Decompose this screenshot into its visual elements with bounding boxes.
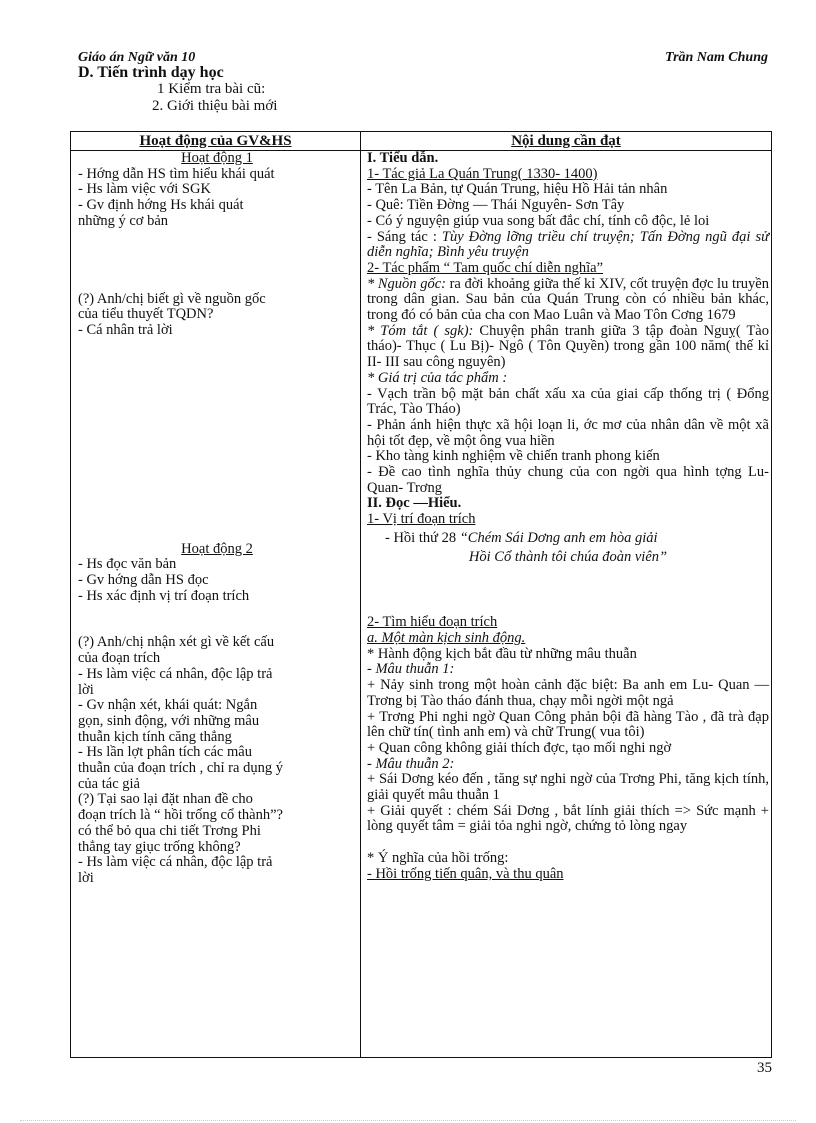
activity-line: - Gv hớng dẫn HS đọc: [78, 572, 209, 589]
subsection-work-title: 2- Tác phẩm “ Tam quốc chí diễn nghĩa”: [367, 259, 604, 276]
header-right: Trần Nam Chung: [665, 50, 768, 65]
label-conflict-1: - Mâu thuẫn 1:: [367, 661, 455, 678]
activity-line: - Hs làm việc với SGK: [78, 181, 211, 198]
content-text: - Hồi thứ 28: [385, 529, 460, 546]
section-2-title: II. Đọc —Hiểu.: [367, 495, 462, 512]
question-line: gọn, sinh động, với những mâu: [78, 712, 260, 729]
label-conflict-2: - Mâu thuẫn 2:: [367, 755, 455, 772]
content-line: [367, 277, 769, 324]
footer-dotted-line: [20, 1120, 796, 1121]
header-left: Giáo án Ngữ văn 10: [78, 50, 196, 65]
column-divider: [360, 132, 361, 1057]
question-line: - Hs lần lợt phân tích các mâu: [78, 744, 252, 761]
question-line: (?) Anh/chị nhận xét gì về kết cấu: [78, 634, 275, 651]
section-item-2: 2. Giới thiệu bài mới: [152, 98, 278, 114]
column-header-activities: Hoạt động của GV&HS: [139, 133, 292, 149]
question-line: của đoạn trích: [78, 650, 161, 667]
content-text: Chuyện phân tranh giữa 3 tập đoàn Nguỵ( Tào tháo)- Thục ( Lu Bị)- Ngô ( Tôn Quyền) trong gần 100 năm( thế kỉ II- III sau công nguyên): [367, 322, 769, 371]
content-text: ra đời khoảng giữa thế kỉ XIV, cốt truyện đợc lu truyền trong dân gian. Sau bản của Quán Trung còn có nhiều bản khác, trong đó có bản của cha con Mao Luân và Mao Tôn Cơng 1679: [367, 275, 769, 324]
content-line: + Trơng Phi nghi ngờ Quan Công phản bội đã hàng Tào , đã trà đạp lên chữ tín( tình anh em) và chữ Trung( vua tôi): [367, 708, 769, 741]
content-line: + Quan công không giải thích đợc, tạo mối nghi ngờ: [367, 739, 672, 756]
activity-2-title: Hoạt động 2: [181, 540, 253, 557]
activity-1-title: Hoạt động 1: [181, 150, 253, 166]
content-line: - Đề cao tình nghĩa thủy chung của con ngời qua hình tợng Lu- Quan- Trơng: [367, 464, 769, 496]
label-value: * Giá trị của tác phẩm :: [367, 369, 508, 386]
question-line: lời: [78, 869, 94, 886]
question-line: (?) Tại sao lại đặt nhan đề cho: [78, 791, 253, 808]
section-item-1: 1 Kiểm tra bài cũ:: [157, 81, 266, 97]
content-line: + Giải quyết : chém Sái Dơng , bắt lính giải thích => Sức mạnh + lòng quyết tâm = giải tỏa nghi ngờ, chứng tỏ lòng ngay: [367, 802, 769, 835]
question-line: - Hs làm việc cá nhân, độc lập trả: [78, 665, 273, 682]
content-line: [367, 531, 769, 547]
question-line: (?) Anh/chị biết gì về nguồn gốc: [78, 290, 266, 307]
question-line: thuẫn kịch tính căng thẳng: [78, 728, 232, 745]
content-line: + Sái Dơng kéo đến , tăng sự nghi ngờ của Trơng Phi, tăng kịch tính, giải quyết mâu thuẫn 1: [367, 771, 769, 804]
content-line: - Tên La Bản, tự Quán Trung, hiệu Hồ Hải tản nhân: [367, 181, 668, 198]
spacer: [78, 230, 356, 292]
spacer: [367, 565, 769, 615]
content-line: - Phản ánh hiện thực xã hội loạn li, ớc mơ của nhân dân về một xã hội tốt đẹp, về một ông vua hiền: [367, 416, 769, 449]
activities-column: [78, 151, 356, 887]
lesson-table: [70, 131, 772, 1058]
subsection-position-title: 1- Vị trí đoạn trích: [367, 511, 476, 528]
content-line: * Hành động kịch bắt đầu từ những mâu thuẫn: [367, 645, 637, 662]
subsection-author-title: 1- Tác giả La Quán Trung( 1330- 1400): [367, 165, 598, 182]
activity-line: - Hớng dẫn HS tìm hiểu khái quát: [78, 165, 275, 182]
question-line: thẳng tay giục trống không?: [78, 838, 241, 855]
column-header-content: Nội dung cần đạt: [511, 133, 621, 149]
content-text: - Sáng tác :: [367, 228, 442, 245]
spacer: [78, 604, 356, 635]
content-line: [367, 324, 769, 371]
question-line: - Gv nhận xét, khái quát: Ngắn: [78, 697, 258, 714]
subsection-analysis-title: 2- Tìm hiểu đoạn trích: [367, 614, 498, 631]
page-number: 35: [757, 1060, 772, 1076]
spacer: [367, 835, 769, 851]
question-line: đoạn trích là “ hồi trống cổ thành”?: [78, 807, 283, 824]
question-line: lời: [78, 681, 94, 698]
content-line: - Kho tàng kinh nghiệm về chiến tranh phong kiến: [367, 448, 660, 465]
content-line: - Quê: Tiền Đờng — Thái Nguyên- Sơn Tây: [367, 197, 625, 214]
question-line: thuẫn của đoạn trích , chỉ ra dụng ý: [78, 760, 283, 777]
works-list: Tùy Đờng lỡng triều chí truyện; Tấn Đờng ngũ đại sử diễn nghĩa; Bình yêu truyện: [367, 228, 769, 261]
content-line: - Có ý nguyện giúp vua song bất đắc chí, tính cô độc, lẻ loi: [367, 212, 710, 229]
label-summary: * Tóm tắt ( sgk):: [367, 322, 474, 339]
chapter-title: Hồi Cổ thành tôi chúa đoàn viên”: [468, 548, 668, 565]
content-column: [367, 151, 769, 883]
content-line: - Vạch trần bộ mặt bản chất xấu xa của giai cấp thống trị ( Đổng Trác, Tào Tháo): [367, 385, 769, 418]
chapter-title: “Chém Sái Dơng anh em hòa giải: [459, 529, 658, 546]
question-line: có thể bỏ qua chi tiết Trơng Phi: [78, 822, 261, 839]
section-title: D. Tiến trình dạy học: [78, 64, 224, 81]
activity-line: - Hs đọc văn bản: [78, 556, 177, 573]
spacer: [78, 339, 356, 542]
content-line: * Ý nghĩa của hồi trống:: [367, 850, 509, 867]
question-line: - Hs làm việc cá nhân, độc lập trả: [78, 854, 273, 871]
question-line: của tác giả: [78, 775, 140, 792]
content-line: - Hồi trống tiến quân, và thu quân: [367, 865, 564, 882]
content-line: [367, 230, 769, 261]
activity-line: - Gv định hớng Hs khái quát: [78, 197, 244, 214]
question-line: của tiểu thuyết TQDN?: [78, 306, 214, 323]
section-1-title: I. Tiểu dẫn.: [367, 150, 439, 166]
question-line: - Cá nhân trả lời: [78, 321, 173, 338]
label-origin: * Nguồn gốc:: [367, 275, 446, 292]
activity-line: những ý cơ bản: [78, 212, 169, 229]
content-line: + Nảy sinh trong một hoàn cảnh đặc biệt: Ba anh em Lu- Quan —Trơng bị Tào tháo đánh thua, chạy mỗi ngời một ngả: [367, 677, 769, 709]
subsection-a-title: a. Một màn kịch sinh động.: [367, 629, 526, 646]
activity-line: - Hs xác định vị trí đoạn trích: [78, 587, 250, 604]
